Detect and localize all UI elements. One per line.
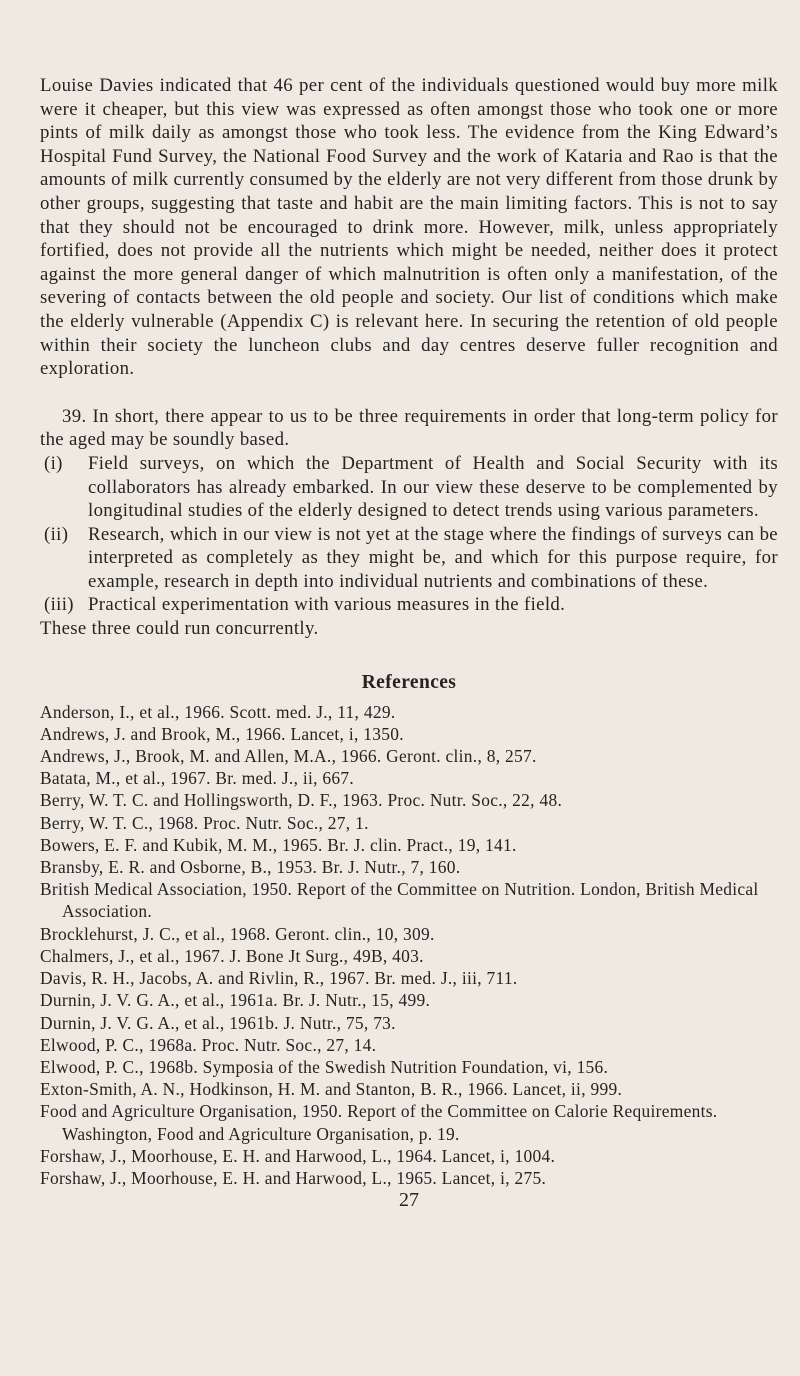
requirements-list <box>40 452 778 617</box>
requirement-text: Field surveys, on which the Department of Health and Social Security with its collaborators has already embarked. In our view these deserve to be complemented by longitudinal studies of the elderly designed to detect trends using various parameters. <box>88 452 778 522</box>
reference-entry: Andrews, J., Brook, M. and Allen, M.A., 1966. Geront. clin., 8, 257. <box>40 746 537 767</box>
references-heading: References <box>361 671 457 693</box>
body-paragraph-1: Louise Davies indicated that 46 per cent of the individuals questioned would buy more milk were it cheaper, but this view was expressed as often amongst those who took one or more pints of milk daily as amongst those who took less. The evidence from the King Edward’s Hospital Fund Survey, the National Food Survey and the work of Kataria and Rao is that the amounts of milk currently consumed by the elderly are not very different from those drunk by other groups, suggesting that taste and habit are the main limiting factors. This is not to say that they should not be encouraged to drink more. However, milk, unless appropriately fortified, does not provide all the nutrients which might be needed, neither does it protect against the more general danger of which malnutrition is often only a manifestation, of the severing of contacts between the old people and society. Our list of conditions which make the elderly vulnerable (Appendix C) is relevant here. In securing the retention of old people within their society the luncheon clubs and day centres deserve fuller recognition and exploration. <box>40 75 778 380</box>
reference-entry: Forshaw, J., Moorhouse, E. H. and Harwood, L., 1965. Lancet, i, 275. <box>40 1167 547 1188</box>
reference-entry: Durnin, J. V. G. A., et al., 1961a. Br. J. Nutr., 15, 499. <box>40 990 431 1011</box>
reference-entry: Bowers, E. F. and Kubik, M. M., 1965. Br. J. clin. Pract., 19, 141. <box>40 834 517 855</box>
reference-entry: Berry, W. T. C., 1968. Proc. Nutr. Soc., 27, 1. <box>40 812 369 833</box>
reference-entry: Batata, M., et al., 1967. Br. med. J., ii, 667. <box>40 768 355 789</box>
reference-entry: Durnin, J. V. G. A., et al., 1961b. J. Nutr., 75, 73. <box>40 1012 396 1033</box>
reference-entry: Andrews, J. and Brook, M., 1966. Lancet, i, 1350. <box>40 723 404 744</box>
reference-entry: Food and Agriculture Organisation, 1950. Report of the Committee on Calorie Requirements. Washington, Food and Agriculture Organisation, p. 19. <box>40 1101 718 1144</box>
requirement-item <box>40 523 778 594</box>
requirement-number: (iii) <box>44 594 74 616</box>
requirement-item <box>40 593 778 617</box>
reference-entry: Davis, R. H., Jacobs, A. and Rivlin, R., 1967. Br. med. J., iii, 711. <box>40 968 518 989</box>
requirement-text: Practical experimentation with various measures in the field. <box>88 594 566 616</box>
reference-entry: Elwood, P. C., 1968b. Symposia of the Swedish Nutrition Foundation, vi, 156. <box>40 1056 609 1077</box>
page-number: 27 <box>399 1189 419 1212</box>
reference-entry: Chalmers, J., et al., 1967. J. Bone Jt Surg., 49B, 403. <box>40 945 424 966</box>
reference-entry: Forshaw, J., Moorhouse, E. H. and Harwood, L., 1964. Lancet, i, 1004. <box>40 1145 556 1166</box>
requirement-text: Research, which in our view is not yet at the stage where the findings of surveys can be interpreted as completely as they might be, and which for this purpose require, for example, research in depth into individual nutrients and combinations of these. <box>88 523 778 592</box>
reference-entry: Berry, W. T. C. and Hollingsworth, D. F., 1963. Proc. Nutr. Soc., 22, 48. <box>40 790 563 811</box>
reference-entry: Elwood, P. C., 1968a. Proc. Nutr. Soc., 27, 14. <box>40 1034 377 1055</box>
reference-entry: Bransby, E. R. and Osborne, B., 1953. Br. J. Nutr., 7, 160. <box>40 857 461 878</box>
requirement-item <box>40 452 778 523</box>
reference-entry: Brocklehurst, J. C., et al., 1968. Geront. clin., 10, 309. <box>40 923 435 944</box>
requirement-number: (ii) <box>44 523 69 545</box>
reference-entry: Anderson, I., et al., 1966. Scott. med. J., 11, 429. <box>40 701 396 722</box>
references-list <box>40 701 778 1189</box>
reference-entry: Exton-Smith, A. N., Hodkinson, H. M. and Stanton, B. R., 1966. Lancet, ii, 999. <box>40 1079 623 1100</box>
requirement-number: (i) <box>44 452 63 474</box>
body-paragraph-39: 39. In short, there appear to us to be three requirements in order that long-term policy for the aged may be soundly based. <box>40 405 778 451</box>
reference-entry: British Medical Association, 1950. Report of the Committee on Nutrition. London, British Medical Association. <box>40 879 759 922</box>
closing-sentence: These three could run concurrently. <box>40 618 319 640</box>
